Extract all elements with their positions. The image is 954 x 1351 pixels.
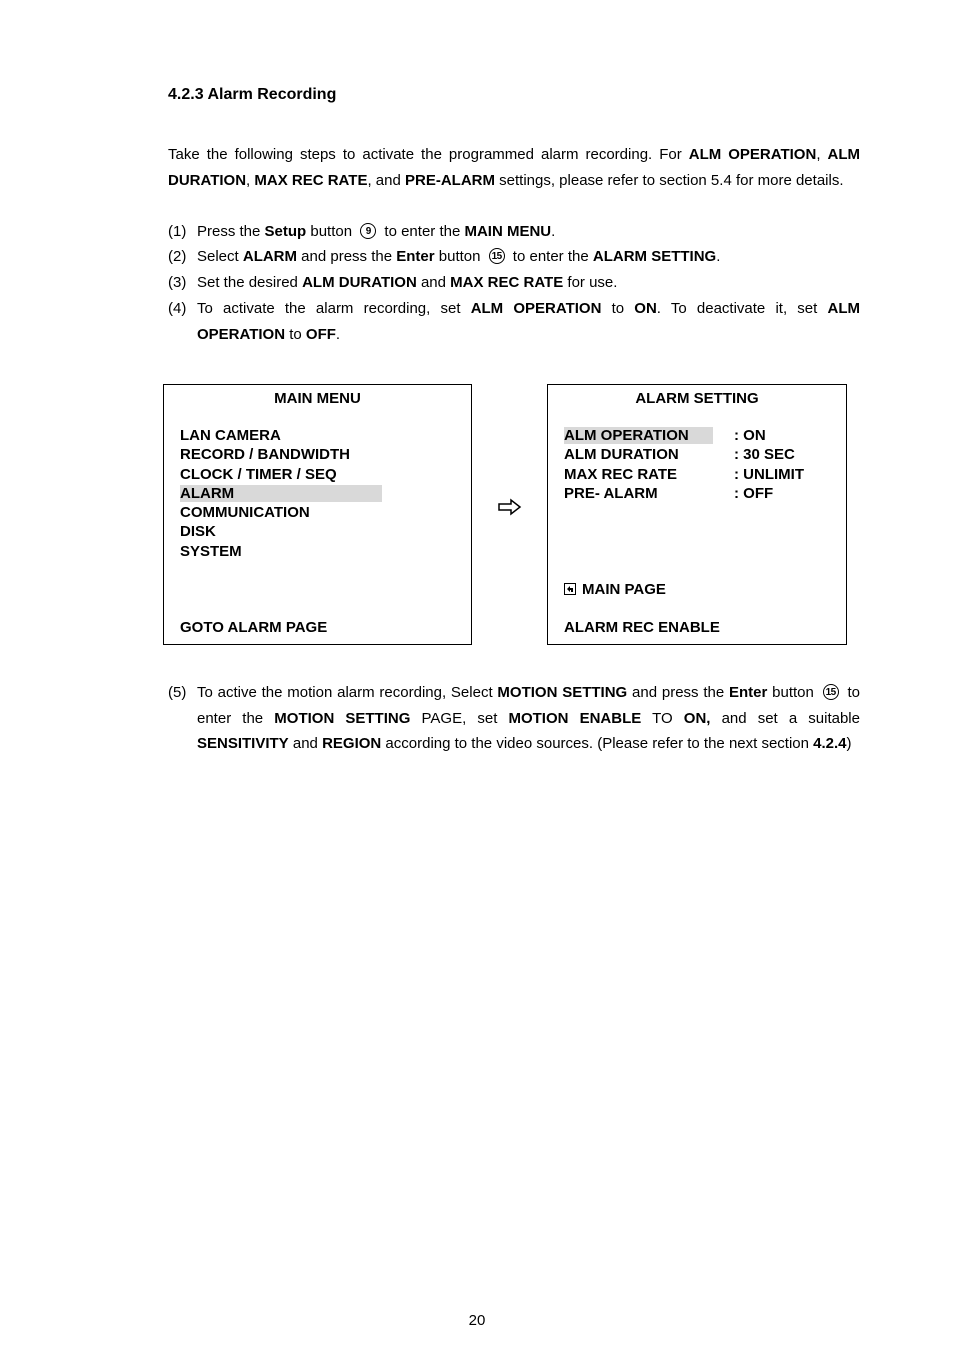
alarm-rec-enable[interactable]: ALARM REC ENABLE: [564, 619, 720, 636]
menu-item-communication[interactable]: COMMUNICATION: [180, 504, 310, 521]
button-15-icon: 15: [823, 684, 839, 700]
setting-value-alm-operation[interactable]: : ON: [734, 427, 766, 444]
setting-value-max-rec-rate[interactable]: : UNLIMIT: [734, 466, 804, 483]
page-number: 20: [468, 1312, 486, 1329]
menu-item-record-bandwidth[interactable]: RECORD / BANDWIDTH: [180, 446, 350, 463]
return-icon: [564, 583, 576, 595]
menu-item-clock-timer-seq[interactable]: CLOCK / TIMER / SEQ: [180, 466, 337, 483]
setting-label-alm-operation[interactable]: ALM OPERATION: [564, 427, 713, 444]
alarm-setting-title: ALARM SETTING: [635, 390, 759, 407]
alarm-setting-panel: [547, 384, 847, 645]
button-15-icon: 15: [489, 248, 505, 264]
section-heading: 4.2.3 Alarm Recording: [168, 86, 337, 103]
setting-value-alm-duration[interactable]: : 30 SEC: [734, 446, 795, 463]
setting-value-pre-alarm[interactable]: : OFF: [734, 485, 774, 502]
step-1: (1) Press the Setup button 9 to enter the MAIN MENU.: [168, 223, 556, 240]
setting-label-pre-alarm[interactable]: PRE- ALARM: [564, 485, 658, 502]
main-page-link[interactable]: [564, 581, 666, 598]
intro-paragraph: Take the following steps to activate the programmed alarm recording. For ALM OPERATION, ALM DURATION, MAX REC RATE, and PRE-ALARM settings, please refer to section 5.4 for more details.: [168, 146, 860, 189]
menu-item-disk[interactable]: DISK: [180, 523, 216, 540]
setting-label-max-rec-rate[interactable]: MAX REC RATE: [564, 466, 678, 483]
menu-item-system[interactable]: SYSTEM: [180, 543, 242, 560]
main-page-label: MAIN PAGE: [582, 581, 666, 598]
step-3: (3) Set the desired ALM DURATION and MAX REC RATE for use.: [168, 274, 618, 291]
main-menu-panel: [163, 384, 472, 645]
setting-label-alm-duration[interactable]: ALM DURATION: [564, 446, 679, 463]
goto-alarm-page[interactable]: GOTO ALARM PAGE: [180, 619, 328, 636]
menu-item-lan-camera[interactable]: LAN CAMERA: [180, 427, 281, 444]
step-2: (2) Select ALARM and press the Enter button 15 to enter the ALARM SETTING.: [168, 248, 721, 265]
button-9-icon: 9: [360, 223, 376, 239]
menu-item-alarm[interactable]: ALARM: [180, 485, 382, 502]
right-arrow-icon: [498, 498, 522, 516]
main-menu-title: MAIN MENU: [274, 390, 361, 407]
step-4: (4) To activate the alarm recording, set ALM OPERATION to ON. To deactivate it, set ALM OPERATION to OFF.: [168, 300, 860, 343]
step-5: (5) To active the motion alarm recording, Select MOTION SETTING and press the Enter button 15 to enter the MOTION SETTING PAGE, set MOTION ENABLE TO ON, and set a suitable SENSITIVITY and REGION according to the video sources. (Please refer to the next section 4.2.4): [168, 684, 860, 752]
